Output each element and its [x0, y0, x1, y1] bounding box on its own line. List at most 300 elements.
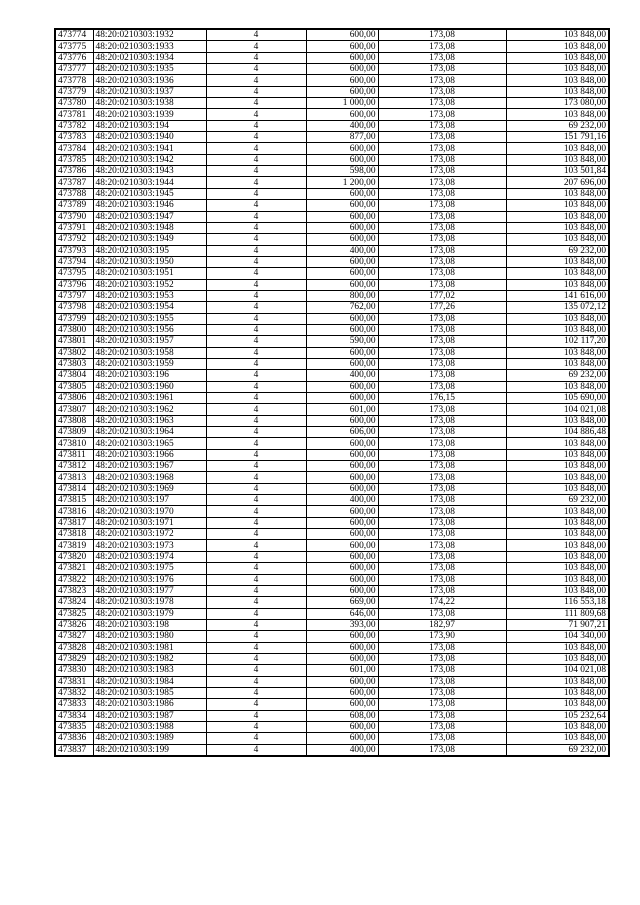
cadastral-number-cell: 48:20:0210303:1984	[93, 676, 206, 687]
category-cell: 4	[206, 347, 306, 358]
area-cell: 600,00	[306, 347, 378, 358]
cadastral-value-cell: 103 848,00	[506, 64, 609, 75]
specific-value-cell: 173,08	[378, 721, 506, 732]
category-cell: 4	[206, 132, 306, 143]
area-cell: 600,00	[306, 86, 378, 97]
table-row	[55, 166, 609, 177]
specific-value-cell: 173,08	[378, 41, 506, 52]
cadastral-value-cell: 103 848,00	[506, 574, 609, 585]
cadastral-value-cell: 103 848,00	[506, 506, 609, 517]
table-row	[55, 29, 609, 41]
specific-value-cell: 173,08	[378, 256, 506, 267]
cadastral-value-cell: 103 848,00	[506, 268, 609, 279]
cadastral-value-cell: 103 848,00	[506, 279, 609, 290]
cadastral-value-cell: 104 340,00	[506, 631, 609, 642]
cadastral-value-cell: 151 791,16	[506, 132, 609, 143]
table-row	[55, 393, 609, 404]
area-cell: 1 000,00	[306, 98, 378, 109]
cadastral-value-cell: 104 886,48	[506, 427, 609, 438]
table-row	[55, 438, 609, 449]
category-cell: 4	[206, 98, 306, 109]
cadastral-value-cell: 103 848,00	[506, 358, 609, 369]
table-row	[55, 744, 609, 756]
category-cell: 4	[206, 358, 306, 369]
table-row	[55, 540, 609, 551]
table-row	[55, 461, 609, 472]
cadastral-number-cell: 48:20:0210303:1985	[93, 687, 206, 698]
cadastral-value-cell: 69 232,00	[506, 495, 609, 506]
specific-value-cell: 173,08	[378, 120, 506, 131]
table-row	[55, 699, 609, 710]
category-cell: 4	[206, 415, 306, 426]
specific-value-cell: 173,08	[378, 642, 506, 653]
cadastral-number-cell: 48:20:0210303:1971	[93, 517, 206, 528]
category-cell: 4	[206, 245, 306, 256]
specific-value-cell: 173,08	[378, 279, 506, 290]
cadastral-value-cell: 69 232,00	[506, 370, 609, 381]
category-cell: 4	[206, 177, 306, 188]
cadastral-number-cell: 48:20:0210303:1980	[93, 631, 206, 642]
cadastral-value-cell: 111 809,68	[506, 608, 609, 619]
category-cell: 4	[206, 29, 306, 41]
table-row	[55, 154, 609, 165]
area-cell: 600,00	[306, 52, 378, 63]
cadastral-value-cell: 103 848,00	[506, 41, 609, 52]
area-cell: 590,00	[306, 336, 378, 347]
category-cell: 4	[206, 86, 306, 97]
cadastral-number-cell: 48:20:0210303:1945	[93, 188, 206, 199]
category-cell: 4	[206, 438, 306, 449]
cadastral-number-cell: 48:20:0210303:1969	[93, 483, 206, 494]
table-row	[55, 574, 609, 585]
cadastral-number-cell: 48:20:0210303:1976	[93, 574, 206, 585]
area-cell: 600,00	[306, 313, 378, 324]
cadastral-number-cell: 48:20:0210303:1966	[93, 449, 206, 460]
area-cell: 600,00	[306, 733, 378, 744]
cadastral-number-cell: 48:20:0210303:196	[93, 370, 206, 381]
cadastral-number-cell: 48:20:0210303:1979	[93, 608, 206, 619]
record-id-cell: 473774	[55, 29, 93, 41]
area-cell: 600,00	[306, 188, 378, 199]
cadastral-value-cell: 103 848,00	[506, 75, 609, 86]
category-cell: 4	[206, 166, 306, 177]
area-cell: 600,00	[306, 585, 378, 596]
table-row	[55, 551, 609, 562]
record-id-cell: 473784	[55, 143, 93, 154]
cadastral-value-cell: 103 848,00	[506, 347, 609, 358]
table-row	[55, 619, 609, 630]
record-id-cell: 473794	[55, 256, 93, 267]
cadastral-value-cell: 103 848,00	[506, 143, 609, 154]
specific-value-cell: 173,08	[378, 563, 506, 574]
cadastral-value-cell: 69 232,00	[506, 245, 609, 256]
record-id-cell: 473795	[55, 268, 93, 279]
category-cell: 4	[206, 517, 306, 528]
record-id-cell: 473821	[55, 563, 93, 574]
area-cell: 600,00	[306, 449, 378, 460]
specific-value-cell: 173,08	[378, 177, 506, 188]
category-cell: 4	[206, 393, 306, 404]
specific-value-cell: 173,08	[378, 324, 506, 335]
table-row	[55, 211, 609, 222]
table-row	[55, 188, 609, 199]
table-row	[55, 290, 609, 301]
category-cell: 4	[206, 256, 306, 267]
area-cell: 600,00	[306, 41, 378, 52]
category-cell: 4	[206, 381, 306, 392]
table-row	[55, 143, 609, 154]
area-cell: 600,00	[306, 676, 378, 687]
area-cell: 600,00	[306, 540, 378, 551]
table-row	[55, 279, 609, 290]
cadastral-number-cell: 48:20:0210303:1989	[93, 733, 206, 744]
table-row	[55, 52, 609, 63]
category-cell: 4	[206, 506, 306, 517]
cadastral-value-cell: 69 232,00	[506, 120, 609, 131]
category-cell: 4	[206, 370, 306, 381]
record-id-cell: 473804	[55, 370, 93, 381]
specific-value-cell: 173,08	[378, 699, 506, 710]
cadastral-value-cell: 103 848,00	[506, 324, 609, 335]
specific-value-cell: 173,08	[378, 132, 506, 143]
specific-value-cell: 173,08	[378, 234, 506, 245]
area-cell: 600,00	[306, 268, 378, 279]
category-cell: 4	[206, 143, 306, 154]
area-cell: 762,00	[306, 302, 378, 313]
record-id-cell: 473779	[55, 86, 93, 97]
category-cell: 4	[206, 665, 306, 676]
table-row	[55, 585, 609, 596]
table-row	[55, 41, 609, 52]
specific-value-cell: 173,08	[378, 540, 506, 551]
cadastral-value-cell: 116 553,18	[506, 597, 609, 608]
cadastral-number-cell: 48:20:0210303:1944	[93, 177, 206, 188]
record-id-cell: 473782	[55, 120, 93, 131]
record-id-cell: 473831	[55, 676, 93, 687]
record-id-cell: 473777	[55, 64, 93, 75]
category-cell: 4	[206, 234, 306, 245]
cadastral-number-cell: 48:20:0210303:1949	[93, 234, 206, 245]
record-id-cell: 473788	[55, 188, 93, 199]
record-id-cell: 473836	[55, 733, 93, 744]
specific-value-cell: 173,08	[378, 166, 506, 177]
cadastral-number-cell: 48:20:0210303:1965	[93, 438, 206, 449]
specific-value-cell: 173,08	[378, 98, 506, 109]
category-cell: 4	[206, 653, 306, 664]
cadastral-value-cell: 135 072,12	[506, 302, 609, 313]
cadastral-number-cell: 48:20:0210303:1943	[93, 166, 206, 177]
record-id-cell: 473780	[55, 98, 93, 109]
specific-value-cell: 176,15	[378, 393, 506, 404]
cadastral-value-table	[54, 28, 610, 757]
specific-value-cell: 173,08	[378, 188, 506, 199]
cadastral-value-cell: 103 848,00	[506, 222, 609, 233]
category-cell: 4	[206, 585, 306, 596]
specific-value-cell: 173,08	[378, 585, 506, 596]
category-cell: 4	[206, 733, 306, 744]
table-row	[55, 529, 609, 540]
area-cell: 600,00	[306, 256, 378, 267]
record-id-cell: 473797	[55, 290, 93, 301]
category-cell: 4	[206, 279, 306, 290]
cadastral-value-cell: 103 848,00	[506, 381, 609, 392]
area-cell: 600,00	[306, 517, 378, 528]
specific-value-cell: 173,08	[378, 608, 506, 619]
category-cell: 4	[206, 710, 306, 721]
area-cell: 600,00	[306, 529, 378, 540]
specific-value-cell: 173,08	[378, 245, 506, 256]
cadastral-value-cell: 103 848,00	[506, 483, 609, 494]
cadastral-number-cell: 48:20:0210303:1982	[93, 653, 206, 664]
cadastral-number-cell: 48:20:0210303:1939	[93, 109, 206, 120]
cadastral-value-cell: 103 848,00	[506, 188, 609, 199]
record-id-cell: 473796	[55, 279, 93, 290]
record-id-cell: 473781	[55, 109, 93, 120]
cadastral-number-cell: 48:20:0210303:197	[93, 495, 206, 506]
cadastral-number-cell: 48:20:0210303:1973	[93, 540, 206, 551]
area-cell: 600,00	[306, 438, 378, 449]
cadastral-number-cell: 48:20:0210303:1935	[93, 64, 206, 75]
category-cell: 4	[206, 631, 306, 642]
cadastral-number-cell: 48:20:0210303:1950	[93, 256, 206, 267]
table-row	[55, 631, 609, 642]
specific-value-cell: 173,90	[378, 631, 506, 642]
table-row	[55, 427, 609, 438]
specific-value-cell: 173,08	[378, 415, 506, 426]
record-id-cell: 473814	[55, 483, 93, 494]
area-cell: 608,00	[306, 710, 378, 721]
record-id-cell: 473819	[55, 540, 93, 551]
cadastral-number-cell: 48:20:0210303:1953	[93, 290, 206, 301]
cadastral-number-cell: 48:20:0210303:1932	[93, 29, 206, 41]
area-cell: 400,00	[306, 120, 378, 131]
cadastral-value-cell: 104 021,08	[506, 665, 609, 676]
cadastral-value-cell: 103 848,00	[506, 313, 609, 324]
area-cell: 600,00	[306, 64, 378, 75]
specific-value-cell: 182,97	[378, 619, 506, 630]
specific-value-cell: 173,08	[378, 154, 506, 165]
specific-value-cell: 173,08	[378, 222, 506, 233]
cadastral-number-cell: 48:20:0210303:1941	[93, 143, 206, 154]
cadastral-number-cell: 48:20:0210303:1958	[93, 347, 206, 358]
specific-value-cell: 173,08	[378, 495, 506, 506]
category-cell: 4	[206, 313, 306, 324]
table-row	[55, 64, 609, 75]
cadastral-value-cell: 103 848,00	[506, 415, 609, 426]
table-row	[55, 177, 609, 188]
table-row	[55, 483, 609, 494]
cadastral-value-cell: 103 848,00	[506, 52, 609, 63]
area-cell: 600,00	[306, 483, 378, 494]
cadastral-number-cell: 48:20:0210303:1978	[93, 597, 206, 608]
specific-value-cell: 173,08	[378, 336, 506, 347]
table-row	[55, 109, 609, 120]
record-id-cell: 473835	[55, 721, 93, 732]
record-id-cell: 473807	[55, 404, 93, 415]
record-id-cell: 473816	[55, 506, 93, 517]
table-row	[55, 313, 609, 324]
cadastral-value-cell: 103 848,00	[506, 676, 609, 687]
area-cell: 669,00	[306, 597, 378, 608]
specific-value-cell: 173,08	[378, 86, 506, 97]
cadastral-value-cell: 103 848,00	[506, 563, 609, 574]
area-cell: 877,00	[306, 132, 378, 143]
cadastral-value-cell: 71 907,21	[506, 619, 609, 630]
category-cell: 4	[206, 336, 306, 347]
area-cell: 600,00	[306, 381, 378, 392]
category-cell: 4	[206, 154, 306, 165]
record-id-cell: 473802	[55, 347, 93, 358]
record-id-cell: 473824	[55, 597, 93, 608]
table-row	[55, 563, 609, 574]
specific-value-cell: 173,08	[378, 710, 506, 721]
cadastral-value-cell: 103 848,00	[506, 29, 609, 41]
area-cell: 600,00	[306, 563, 378, 574]
area-cell: 400,00	[306, 495, 378, 506]
area-cell: 646,00	[306, 608, 378, 619]
cadastral-number-cell: 48:20:0210303:195	[93, 245, 206, 256]
category-cell: 4	[206, 597, 306, 608]
record-id-cell: 473790	[55, 211, 93, 222]
category-cell: 4	[206, 302, 306, 313]
table-row	[55, 336, 609, 347]
specific-value-cell: 173,08	[378, 529, 506, 540]
record-id-cell: 473829	[55, 653, 93, 664]
category-cell: 4	[206, 324, 306, 335]
area-cell: 600,00	[306, 75, 378, 86]
area-cell: 600,00	[306, 358, 378, 369]
record-id-cell: 473801	[55, 336, 93, 347]
category-cell: 4	[206, 551, 306, 562]
specific-value-cell: 174,22	[378, 597, 506, 608]
record-id-cell: 473799	[55, 313, 93, 324]
table-row	[55, 449, 609, 460]
category-cell: 4	[206, 211, 306, 222]
category-cell: 4	[206, 222, 306, 233]
area-cell: 600,00	[306, 222, 378, 233]
category-cell: 4	[206, 75, 306, 86]
table-row	[55, 381, 609, 392]
cadastral-value-cell: 105 690,00	[506, 393, 609, 404]
category-cell: 4	[206, 676, 306, 687]
cadastral-value-cell: 103 848,00	[506, 472, 609, 483]
table-row	[55, 75, 609, 86]
record-id-cell: 473817	[55, 517, 93, 528]
table-row	[55, 256, 609, 267]
record-id-cell: 473791	[55, 222, 93, 233]
specific-value-cell: 173,08	[378, 211, 506, 222]
specific-value-cell: 173,08	[378, 381, 506, 392]
cadastral-value-cell: 103 501,84	[506, 166, 609, 177]
specific-value-cell: 173,08	[378, 64, 506, 75]
area-cell: 600,00	[306, 143, 378, 154]
cadastral-number-cell: 48:20:0210303:1933	[93, 41, 206, 52]
cadastral-number-cell: 48:20:0210303:1977	[93, 585, 206, 596]
record-id-cell: 473833	[55, 699, 93, 710]
area-cell: 600,00	[306, 324, 378, 335]
cadastral-number-cell: 48:20:0210303:1981	[93, 642, 206, 653]
cadastral-number-cell: 48:20:0210303:194	[93, 120, 206, 131]
area-cell: 600,00	[306, 154, 378, 165]
area-cell: 600,00	[306, 415, 378, 426]
record-id-cell: 473823	[55, 585, 93, 596]
cadastral-number-cell: 48:20:0210303:1988	[93, 721, 206, 732]
area-cell: 600,00	[306, 234, 378, 245]
cadastral-number-cell: 48:20:0210303:1942	[93, 154, 206, 165]
cadastral-value-cell: 104 021,08	[506, 404, 609, 415]
cadastral-number-cell: 48:20:0210303:1954	[93, 302, 206, 313]
specific-value-cell: 173,08	[378, 733, 506, 744]
table-row	[55, 98, 609, 109]
category-cell: 4	[206, 744, 306, 756]
area-cell: 600,00	[306, 642, 378, 653]
table-row	[55, 86, 609, 97]
cadastral-value-cell: 103 848,00	[506, 461, 609, 472]
record-id-cell: 473805	[55, 381, 93, 392]
category-cell: 4	[206, 472, 306, 483]
cadastral-number-cell: 48:20:0210303:1937	[93, 86, 206, 97]
cadastral-value-cell: 103 848,00	[506, 200, 609, 211]
record-id-cell: 473815	[55, 495, 93, 506]
table-row	[55, 733, 609, 744]
specific-value-cell: 173,08	[378, 506, 506, 517]
specific-value-cell: 173,08	[378, 427, 506, 438]
category-cell: 4	[206, 290, 306, 301]
category-cell: 4	[206, 268, 306, 279]
area-cell: 400,00	[306, 744, 378, 756]
table-row	[55, 347, 609, 358]
record-id-cell: 473800	[55, 324, 93, 335]
cadastral-number-cell: 48:20:0210303:1957	[93, 336, 206, 347]
specific-value-cell: 173,08	[378, 461, 506, 472]
cadastral-number-cell: 48:20:0210303:1972	[93, 529, 206, 540]
table-row	[55, 472, 609, 483]
cadastral-number-cell: 48:20:0210303:1947	[93, 211, 206, 222]
cadastral-value-cell: 103 848,00	[506, 438, 609, 449]
cadastral-value-cell: 207 696,00	[506, 177, 609, 188]
specific-value-cell: 173,08	[378, 517, 506, 528]
record-id-cell: 473811	[55, 449, 93, 460]
category-cell: 4	[206, 188, 306, 199]
cadastral-number-cell: 48:20:0210303:1960	[93, 381, 206, 392]
area-cell: 600,00	[306, 631, 378, 642]
cadastral-number-cell: 48:20:0210303:1955	[93, 313, 206, 324]
record-id-cell: 473809	[55, 427, 93, 438]
record-id-cell: 473834	[55, 710, 93, 721]
cadastral-value-cell: 103 848,00	[506, 540, 609, 551]
specific-value-cell: 173,08	[378, 29, 506, 41]
cadastral-number-cell: 48:20:0210303:1952	[93, 279, 206, 290]
specific-value-cell: 173,08	[378, 483, 506, 494]
specific-value-cell: 173,08	[378, 404, 506, 415]
cadastral-number-cell: 48:20:0210303:1946	[93, 200, 206, 211]
table-row	[55, 597, 609, 608]
table-row	[55, 200, 609, 211]
cadastral-number-cell: 48:20:0210303:1938	[93, 98, 206, 109]
record-id-cell: 473785	[55, 154, 93, 165]
cadastral-number-cell: 48:20:0210303:198	[93, 619, 206, 630]
table-row	[55, 222, 609, 233]
record-id-cell: 473787	[55, 177, 93, 188]
record-id-cell: 473830	[55, 665, 93, 676]
area-cell: 600,00	[306, 699, 378, 710]
cadastral-value-cell: 103 848,00	[506, 551, 609, 562]
record-id-cell: 473793	[55, 245, 93, 256]
record-id-cell: 473798	[55, 302, 93, 313]
category-cell: 4	[206, 608, 306, 619]
cadastral-number-cell: 48:20:0210303:1974	[93, 551, 206, 562]
record-id-cell: 473806	[55, 393, 93, 404]
